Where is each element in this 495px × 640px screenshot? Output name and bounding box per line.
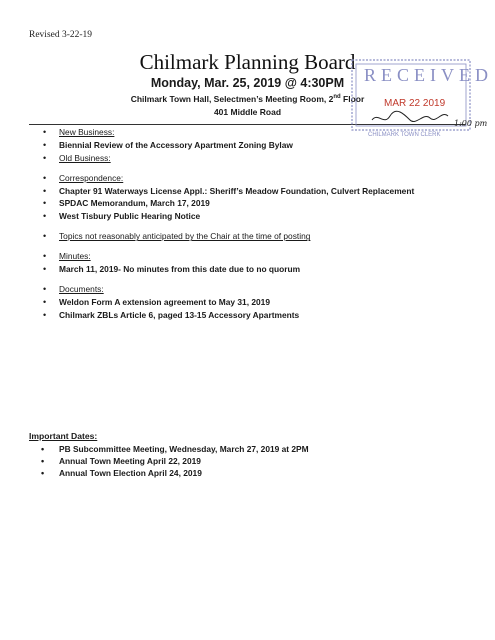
stamp-date: MAR 22 2019: [384, 98, 446, 109]
minutes-detail: • March 11, 2019- No minutes from this date due to no quorum: [29, 263, 449, 276]
important-dates-heading: Important Dates:: [29, 431, 98, 441]
board-title: Chilmark Planning Board: [139, 50, 356, 74]
documents-item: [29, 283, 449, 296]
important-dates-list: [29, 443, 449, 480]
minutes-label: Minutes:: [59, 251, 91, 262]
documents-detail: • Weldon Form A extension agreement to May 31, 2019: [29, 296, 449, 309]
stamp-time: 1:00 pm: [454, 119, 488, 128]
location-ordinal: nd: [333, 94, 341, 101]
important-dates: [29, 430, 449, 480]
important-date-item: • Annual Town Election April 24, 2019: [29, 467, 449, 479]
new-business-item: [29, 126, 449, 139]
new-business-label: New Business:: [59, 127, 115, 137]
correspondence-detail: • West Tisbury Public Hearing Notice: [29, 210, 449, 223]
correspondence-detail: • SPDAC Memorandum, March 17, 2019: [29, 197, 449, 210]
minutes-item: [29, 250, 449, 263]
clerk-signature-icon: [372, 111, 448, 121]
revision-note: Revised 3-22-19: [29, 30, 93, 40]
correspondence-label: Correspondence:: [59, 172, 124, 183]
location-text: Chilmark Town Hall, Selectmen’s Meeting Room, 2: [130, 94, 334, 104]
stamp-town: CHILMARK TOWN CLERK: [368, 132, 441, 138]
documents-detail: • Chilmark ZBLs Article 6, paged 13-15 Accessory Apartments: [29, 309, 449, 322]
correspondence-detail: • Chapter 91 Waterways License Appl.: Sheriff’s Meadow Foundation, Culvert Replacement: [29, 185, 449, 198]
important-date-item: • PB Subcommittee Meeting, Wednesday, March 27, 2019 at 2PM: [29, 443, 449, 455]
documents-label: Documents:: [59, 283, 104, 294]
location-floor: Floor: [340, 94, 365, 104]
stamp-word: RECEIVED: [364, 65, 493, 85]
correspondence-item: [29, 172, 449, 185]
topics-item: [29, 230, 449, 243]
meeting-address: 401 Middle Road: [213, 107, 282, 117]
old-business-label: Old Business:: [59, 152, 111, 163]
new-business-detail: • Biennial Review of the Accessory Apartment Zoning Bylaw: [29, 139, 449, 152]
topics-label: Topics not reasonably anticipated by the Chair at the time of posting: [59, 231, 311, 242]
old-business-item: [29, 152, 449, 165]
meeting-datetime: Monday, Mar. 25, 2019 @ 4:30PM: [150, 76, 345, 90]
important-date-item: • Annual Town Meeting April 22, 2019: [29, 455, 449, 467]
agenda-list: [29, 126, 449, 322]
